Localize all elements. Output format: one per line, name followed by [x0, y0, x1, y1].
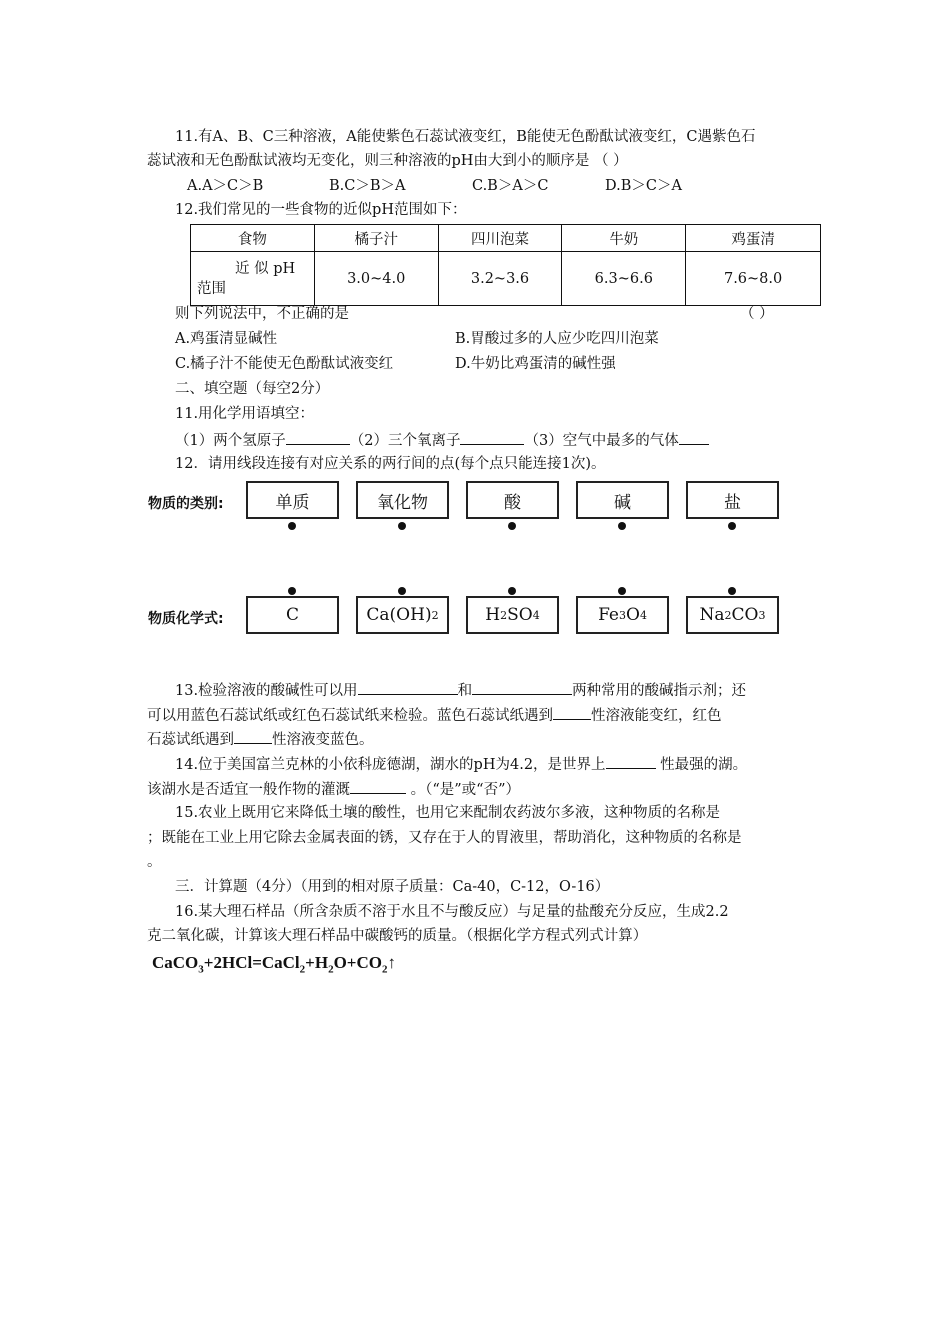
category-dot[interactable] [508, 522, 516, 530]
ph-table-header-row [191, 225, 821, 252]
ph-table-cell: 3.0~4.0 [314, 252, 438, 306]
ph-table [190, 224, 821, 306]
answer-blank[interactable] [234, 728, 272, 744]
formula-subscript: 3 [619, 608, 626, 622]
formula-dot[interactable] [618, 587, 626, 595]
formula-box-carbon [246, 596, 339, 634]
ph-table-cell: 6.3~6.6 [562, 252, 686, 306]
calc16-line1: 16.某大理石样品（所含杂质不溶于水且不与酸反应）与足量的盐酸充分反应，生成2.2 [175, 904, 729, 920]
fill14-line2 [147, 778, 520, 800]
fill13-text: 性溶液变蓝色。 [272, 732, 374, 748]
ph-table-header-cell: 牛奶 [562, 225, 686, 252]
fill14-text: 该湖水是否适宜一般作物的灌溉 [147, 782, 350, 798]
formula-box-iron-oxide [576, 596, 669, 634]
category-box-salt: 盐 [686, 481, 779, 519]
formula-dot[interactable] [398, 587, 406, 595]
formula-dot[interactable] [288, 587, 296, 595]
equation-subscript: 2 [299, 963, 306, 976]
category-row-label: 物质的类别: [148, 496, 224, 512]
category-box-oxide: 氧化物 [356, 481, 449, 519]
formula-text: C [285, 605, 299, 625]
ph-row-label-line2: 范围 [197, 280, 226, 297]
calc16-line2: 克二氧化碳，计算该大理石样品中碳酸钙的质量。（根据化学方程式列式计算） [147, 928, 648, 944]
q12-option-a: A.鸡蛋清显碱性 [175, 331, 278, 347]
q11-line2: 蕊试液和无色酚酞试液均无变化，则三种溶液的pH由大到小的顺序是 （ ） [147, 153, 628, 169]
category-box-acid: 酸 [466, 481, 559, 519]
formula-subscript: 3 [758, 608, 766, 622]
fill13-text: 可以用蓝色石蕊试纸或红色石蕊试纸来检验。蓝色石蕊试纸遇到 [147, 708, 553, 724]
fill13-text: 13.检验溶液的酸碱性可以用 [175, 683, 358, 699]
ph-table-header-cell: 食物 [191, 225, 315, 252]
gas-arrow-icon: ↑ [387, 953, 396, 972]
category-dot[interactable] [288, 522, 296, 530]
fill13-line1 [175, 679, 746, 701]
q11-option-a: A.A＞C＞B [187, 178, 264, 194]
q12-question: 则下列说法中，不正确的是 [175, 306, 349, 322]
formula-subscript: 4 [532, 608, 540, 622]
formula-text: CO [731, 605, 759, 625]
equation-text: +H [305, 953, 329, 972]
answer-blank[interactable] [679, 429, 709, 445]
ph-row-label-line1: 近 似 pH [235, 260, 296, 277]
fill14-text: 性最强的湖。 [655, 757, 748, 773]
formula-box-calcium-hydroxide [356, 596, 449, 634]
equation-subscript: 3 [198, 963, 204, 976]
answer-blank[interactable] [472, 679, 572, 695]
equation-text: O+CO [333, 953, 382, 972]
formula-box-sulfuric-acid [466, 596, 559, 634]
category-box-simple-substance: 单质 [246, 481, 339, 519]
fill13-text: 性溶液能变红，红色 [591, 708, 722, 724]
answer-blank[interactable] [606, 753, 656, 769]
fill14-text: 14.位于美国富兰克林的小依科庞德湖，湖水的pH为4.2，是世界上 [175, 757, 606, 773]
fill14-line1 [175, 753, 747, 775]
fill11-part1-label: （1）两个氢原子 [175, 433, 286, 449]
q11-option-c: C.B＞A＞C [472, 178, 549, 194]
fill13-text: 两种常用的酸碱指示剂；还 [572, 683, 747, 699]
ph-table-cell: 7.6~8.0 [686, 252, 821, 306]
formula-subscript: 2 [500, 608, 508, 622]
formula-row-label: 物质化学式: [148, 611, 224, 627]
fill12-intro: 12．请用线段连接有对应关系的两行间的点(每个点只能连接1次)。 [175, 456, 606, 472]
fill13-line2 [147, 704, 722, 726]
answer-blank[interactable] [350, 778, 406, 794]
ph-table-row-label [191, 252, 315, 306]
formula-subscript: 4 [639, 608, 647, 622]
ph-table-header-cell: 鸡蛋清 [686, 225, 821, 252]
equation-text: +2HCl=CaCl [203, 953, 300, 972]
q12-answer-paren: （ ） [740, 306, 774, 322]
fill11-parts [175, 429, 709, 451]
answer-blank[interactable] [286, 429, 350, 445]
ph-table-header-cell: 四川泡菜 [438, 225, 562, 252]
category-dot[interactable] [618, 522, 626, 530]
answer-blank[interactable] [460, 429, 524, 445]
q11-option-d: D.B＞C＞A [605, 178, 682, 194]
formula-text: SO [507, 605, 533, 625]
formula-dot[interactable] [508, 587, 516, 595]
formula-box-sodium-carbonate [686, 596, 779, 634]
fill15-line2: ；既能在工业上用它除去金属表面的锈，又存在于人的胃液里，帮助消化，这种物质的名称是 [147, 830, 742, 846]
chemical-equation [152, 953, 396, 975]
fill14-text: 。（“是”或“否”） [406, 782, 521, 798]
q12-option-d: D.牛奶比鸡蛋清的碱性强 [455, 356, 616, 372]
section-3-title: 三．计算题（4分）（用到的相对原子质量：Ca-40，C-12，O-16） [175, 879, 610, 895]
q12-option-c: C.橘子汁不能使无色酚酞试液变红 [175, 356, 394, 372]
fill13-text: 石蕊试纸遇到 [147, 732, 234, 748]
formula-text: O [626, 605, 640, 625]
fill13-line3 [147, 728, 374, 750]
q11-option-b: B.C＞B＞A [329, 178, 406, 194]
answer-blank[interactable] [553, 704, 591, 720]
formula-subscript: 2 [724, 608, 732, 622]
formula-text: H [485, 605, 501, 625]
q12-option-b: B.胃酸过多的人应少吃四川泡菜 [455, 331, 659, 347]
fill13-text: 和 [457, 683, 473, 699]
ph-table-cell: 3.2~3.6 [438, 252, 562, 306]
fill15-line3: 。 [147, 854, 162, 870]
q12-intro: 12.我们常见的一些食物的近似pH范围如下： [175, 202, 467, 218]
equation-text: CaCO [152, 953, 199, 972]
formula-text: Ca(OH) [366, 605, 432, 625]
equation-subscript: 2 [328, 963, 334, 976]
fill11-part3-label: （3）空气中最多的气体 [524, 433, 679, 449]
formula-text: Na [699, 605, 725, 625]
equation-subscript: 2 [382, 963, 388, 976]
fill11-intro: 11.用化学用语填空： [175, 406, 315, 422]
ph-table-value-row [191, 252, 821, 306]
fill11-part2-label: （2）三个氧离子 [349, 433, 461, 449]
category-box-base: 碱 [576, 481, 669, 519]
section-2-title: 二、填空题（每空2分） [175, 381, 330, 397]
formula-subscript: 2 [431, 608, 439, 622]
ph-table-header-cell: 橘子汁 [314, 225, 438, 252]
fill15-line1: 15.农业上既用它来降低土壤的酸性，也用它来配制农药波尔多液，这种物质的名称是 [175, 805, 721, 821]
formula-dot[interactable] [728, 587, 736, 595]
q11-line1: 11.有A、B、C三种溶液，A能使紫色石蕊试液变红，B能使无色酚酞试液变红，C遇紫色石 [175, 129, 756, 145]
category-dot[interactable] [728, 522, 736, 530]
category-dot[interactable] [398, 522, 406, 530]
answer-blank[interactable] [358, 679, 458, 695]
formula-text: Fe [598, 605, 619, 625]
